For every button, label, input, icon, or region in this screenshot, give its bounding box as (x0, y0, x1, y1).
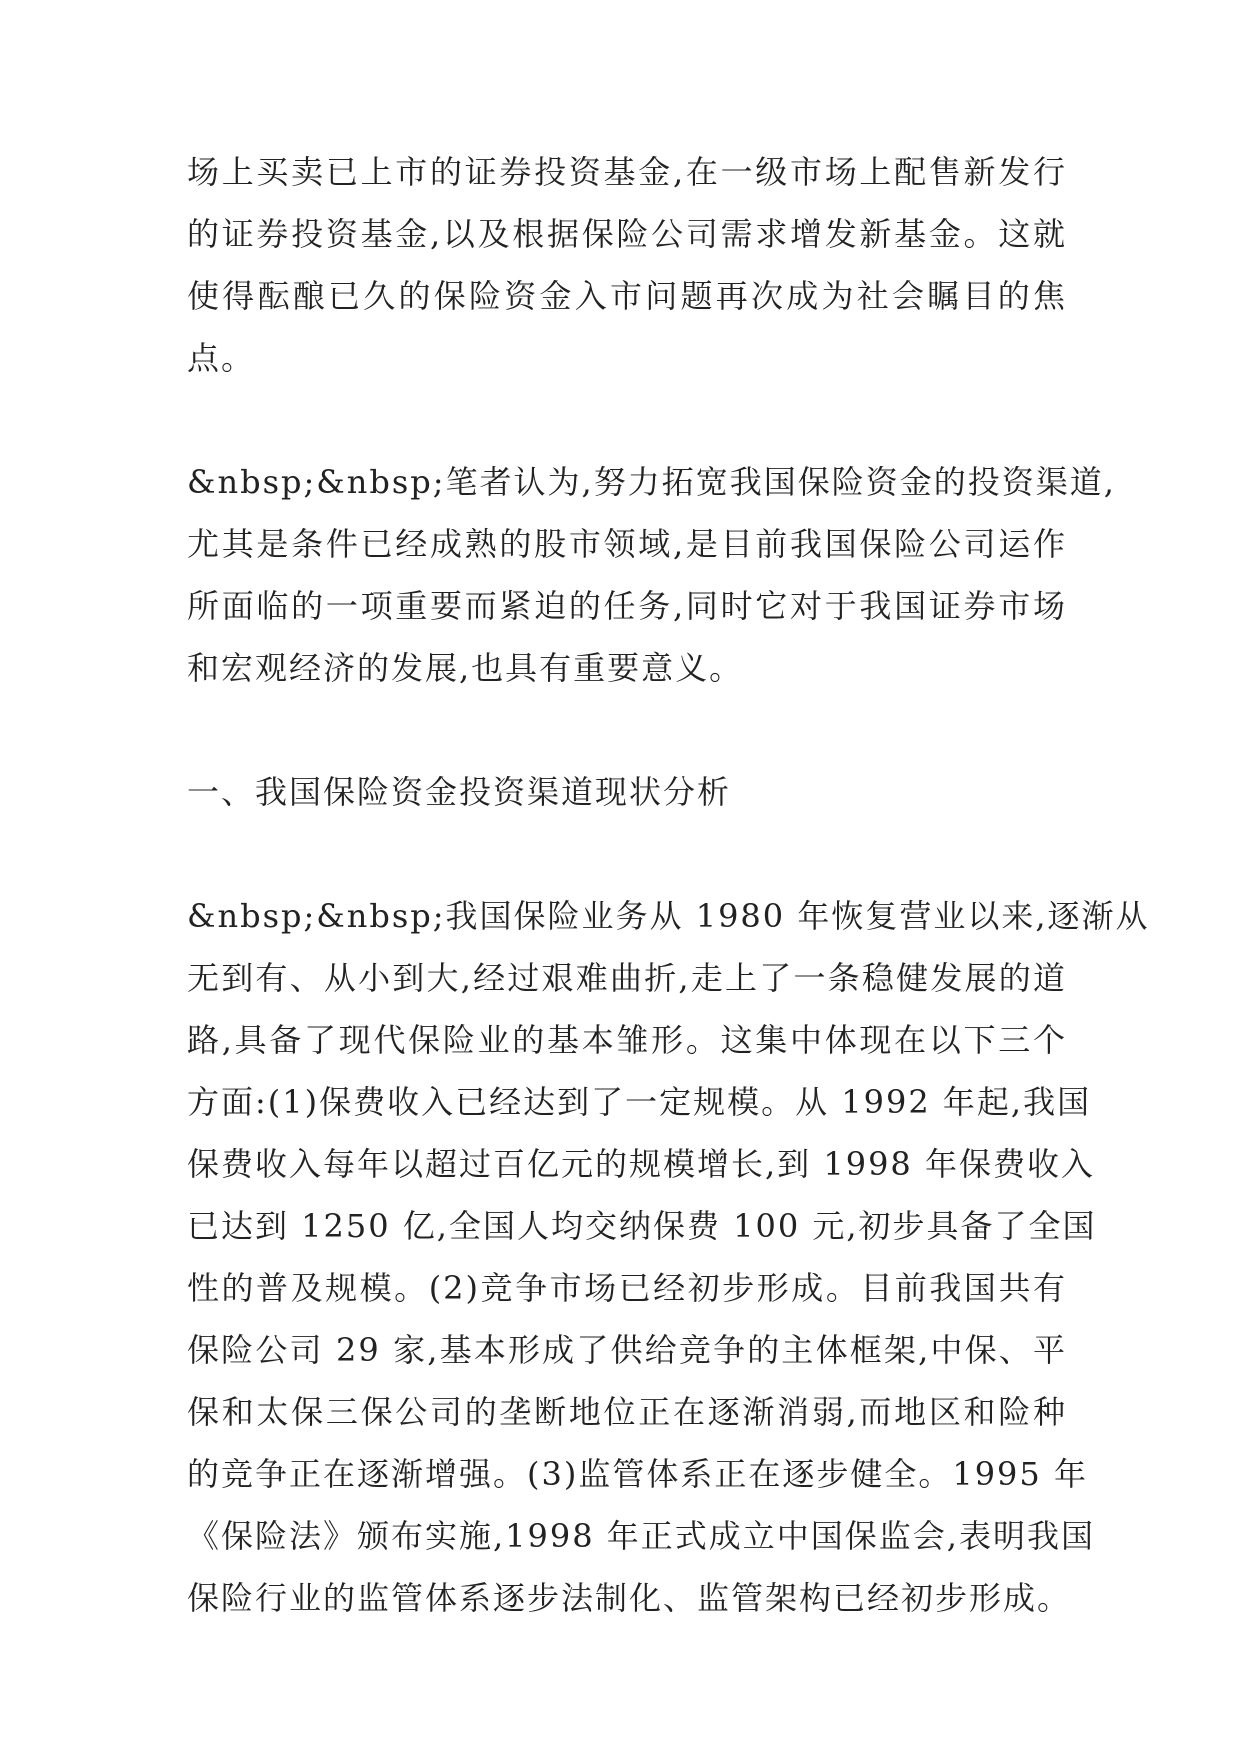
paragraph-3-line-1: &nbsp;&nbsp;我国保险业务从 1980 年恢复营业以来,逐渐从 (187, 897, 1150, 935)
paragraph-1-line-2: 的证券投资基金,以及根据保险公司需求增发新基金。这就 (187, 215, 1067, 253)
paragraph-2-line-3: 所面临的一项重要而紧迫的任务,同时它对于我国证券市场 (187, 587, 1067, 625)
paragraph-1-line-4: 点。 (187, 339, 256, 377)
paragraph-2-line-4: 和宏观经济的发展,也具有重要意义。 (187, 649, 744, 687)
paragraph-3-line-3: 路,具备了现代保险业的基本雏形。这集中体现在以下三个 (187, 1021, 1067, 1059)
paragraph-3-line-8: 保险公司 29 家,基本形成了供给竞争的主体框架,中保、平 (187, 1331, 1067, 1369)
paragraph-1-line-3: 使得酝酿已久的保险资金入市问题再次成为社会瞩目的焦 (187, 277, 1067, 315)
paragraph-1-line-1: 场上买卖已上市的证券投资基金,在一级市场上配售新发行 (187, 153, 1067, 191)
paragraph-3-line-6: 已达到 1250 亿,全国人均交纳保费 100 元,初步具备了全国 (187, 1207, 1097, 1245)
paragraph-3-line-11: 《保险法》颁布实施,1998 年正式成立中国保监会,表明我国 (187, 1517, 1095, 1555)
paragraph-3-line-5: 保费收入每年以超过百亿元的规模增长,到 1998 年保费收入 (187, 1145, 1095, 1183)
paragraph-3-line-2: 无到有、从小到大,经过艰难曲折,走上了一条稳健发展的道 (187, 959, 1067, 997)
paragraph-3-line-9: 保和太保三保公司的垄断地位正在逐渐消弱,而地区和险种 (187, 1393, 1067, 1431)
paragraph-3-line-10: 的竞争正在逐渐增强。(3)监管体系正在逐步健全。1995 年 (187, 1455, 1088, 1493)
section-heading: 一、我国保险资金投资渠道现状分析 (187, 773, 732, 811)
paragraph-2-line-2: 尤其是条件已经成熟的股市领域,是目前我国保险公司运作 (187, 525, 1067, 563)
paragraph-3-line-7: 性的普及规模。(2)竞争市场已经初步形成。目前我国共有 (187, 1269, 1067, 1307)
paragraph-3-line-12: 保险行业的监管体系逐步法制化、监管架构已经初步形成。 (187, 1579, 1072, 1617)
paragraph-3-line-4: 方面:(1)保费收入已经达到了一定规模。从 1992 年起,我国 (187, 1083, 1092, 1121)
paragraph-2-line-1: &nbsp;&nbsp;笔者认为,努力拓宽我国保险资金的投资渠道, (187, 463, 1116, 501)
